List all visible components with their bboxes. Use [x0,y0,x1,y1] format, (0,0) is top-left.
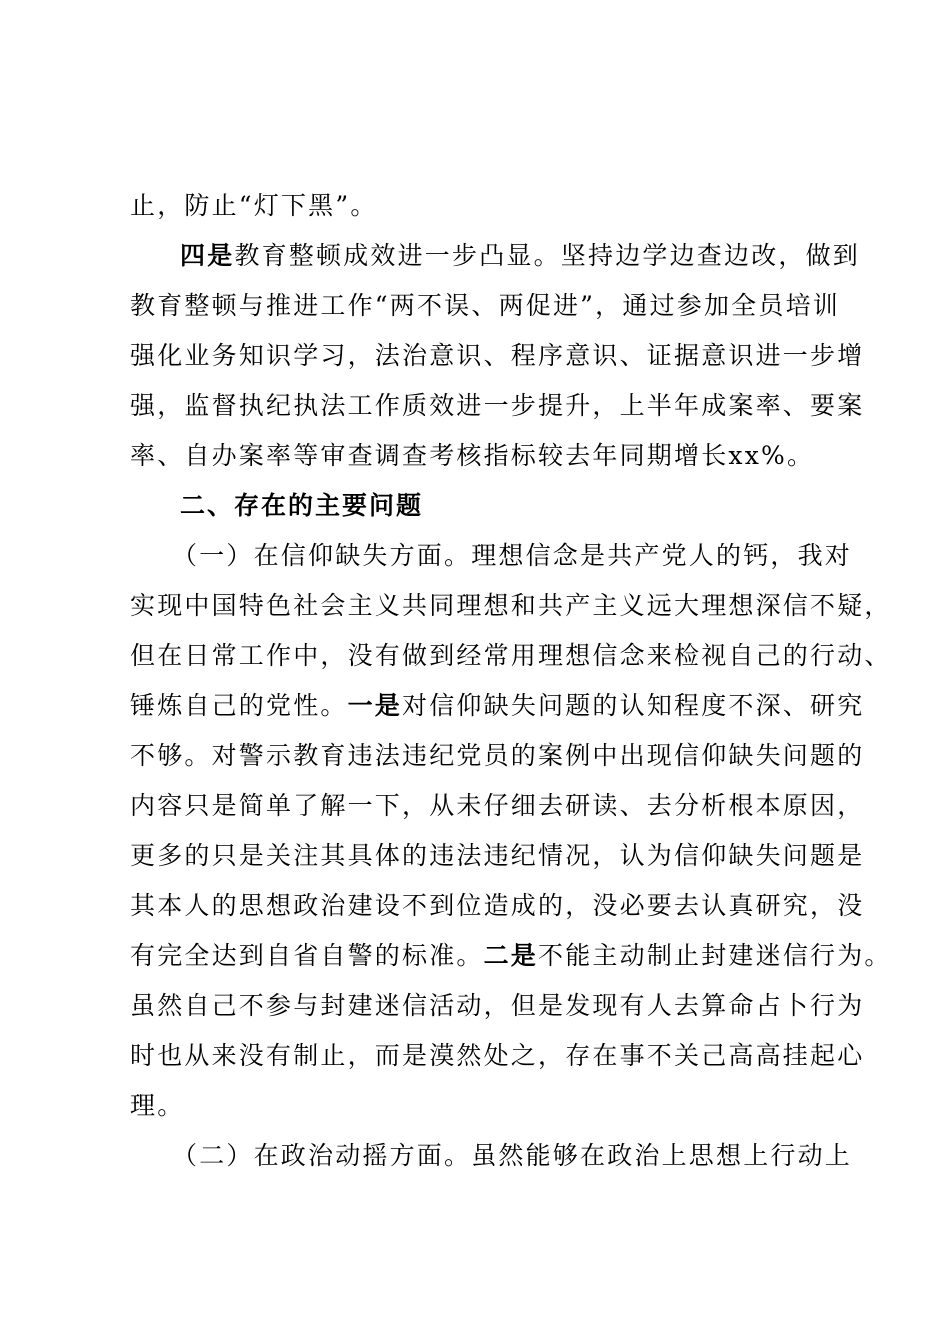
p2-line-5: 率、自办案率等审查调查考核指标较去年同期增长xx%。 [130,441,815,470]
p3-line-5: 不够。对警示教育违法违纪党员的案例中出现信仰缺失问题的 [130,741,865,770]
p3-line-9-text-b: 不能主动制止封建迷信行为。 [538,941,892,970]
p3-line-6: 内容只是简单了解一下，从未仔细去研读、去分析根本原因， [130,791,865,820]
p3-bold-marker-2: 二是 [483,941,539,970]
p3-line-12: 理。 [130,1091,185,1120]
p3-line-4 [130,688,865,724]
p2-line-1 [180,238,900,274]
p3-line-1: （一）在信仰缺失方面。理想信念是共产党人的钙，我对 [172,541,853,570]
p2-line-1-text: 教育整顿成效进一步凸显。坚持边学边查边改，做到 [234,241,861,270]
p4-line-1: （二）在政治动摇方面。虽然能够在政治上思想上行动上 [172,1141,853,1170]
p3-line-2: 实现中国特色社会主义共同理想和共产主义远大理想深信不疑， [130,591,892,620]
p3-line-8: 其本人的思想政治建设不到位造成的，没必要去认真研究，没 [130,891,865,920]
p2-line-3: 强化业务知识学习，法治意识、程序意识、证据意识进一步增 [130,341,865,370]
p3-line-9 [130,938,892,974]
p3-line-7: 更多的只是关注其具体的违法违纪情况，认为信仰缺失问题是 [130,841,865,870]
p3-line-10: 虽然自己不参与封建迷信活动，但是发现有人去算命占卜行为 [130,991,865,1020]
p2-line-4: 强，监督执纪执法工作质效进一步提升，上半年成案率、要案 [130,391,865,420]
p3-line-4-text-b: 对信仰缺失问题的认知程度不深、研究 [402,691,865,720]
p3-line-9-text-a: 有完全达到自省自警的标准。 [130,941,484,970]
p2-bold-marker: 四是 [180,241,235,270]
p3-bold-marker-1: 一是 [347,691,403,720]
p3-line-11: 时也从来没有制止，而是漠然处之，存在事不关己高高挂起心 [130,1041,865,1070]
p3-line-4-text-a: 锤炼自己的党性。 [130,691,348,720]
p1-line-1: 止，防止“灯下黑”。 [130,191,378,220]
p2-line-2: 教育整顿与推进工作“两不误、两促进”，通过参加全员培训 [130,291,840,320]
section-heading: 二、存在的主要问题 [180,491,424,520]
p3-line-3: 但在日常工作中，没有做到经常用理想信念来检视自己的行动、 [130,641,892,670]
